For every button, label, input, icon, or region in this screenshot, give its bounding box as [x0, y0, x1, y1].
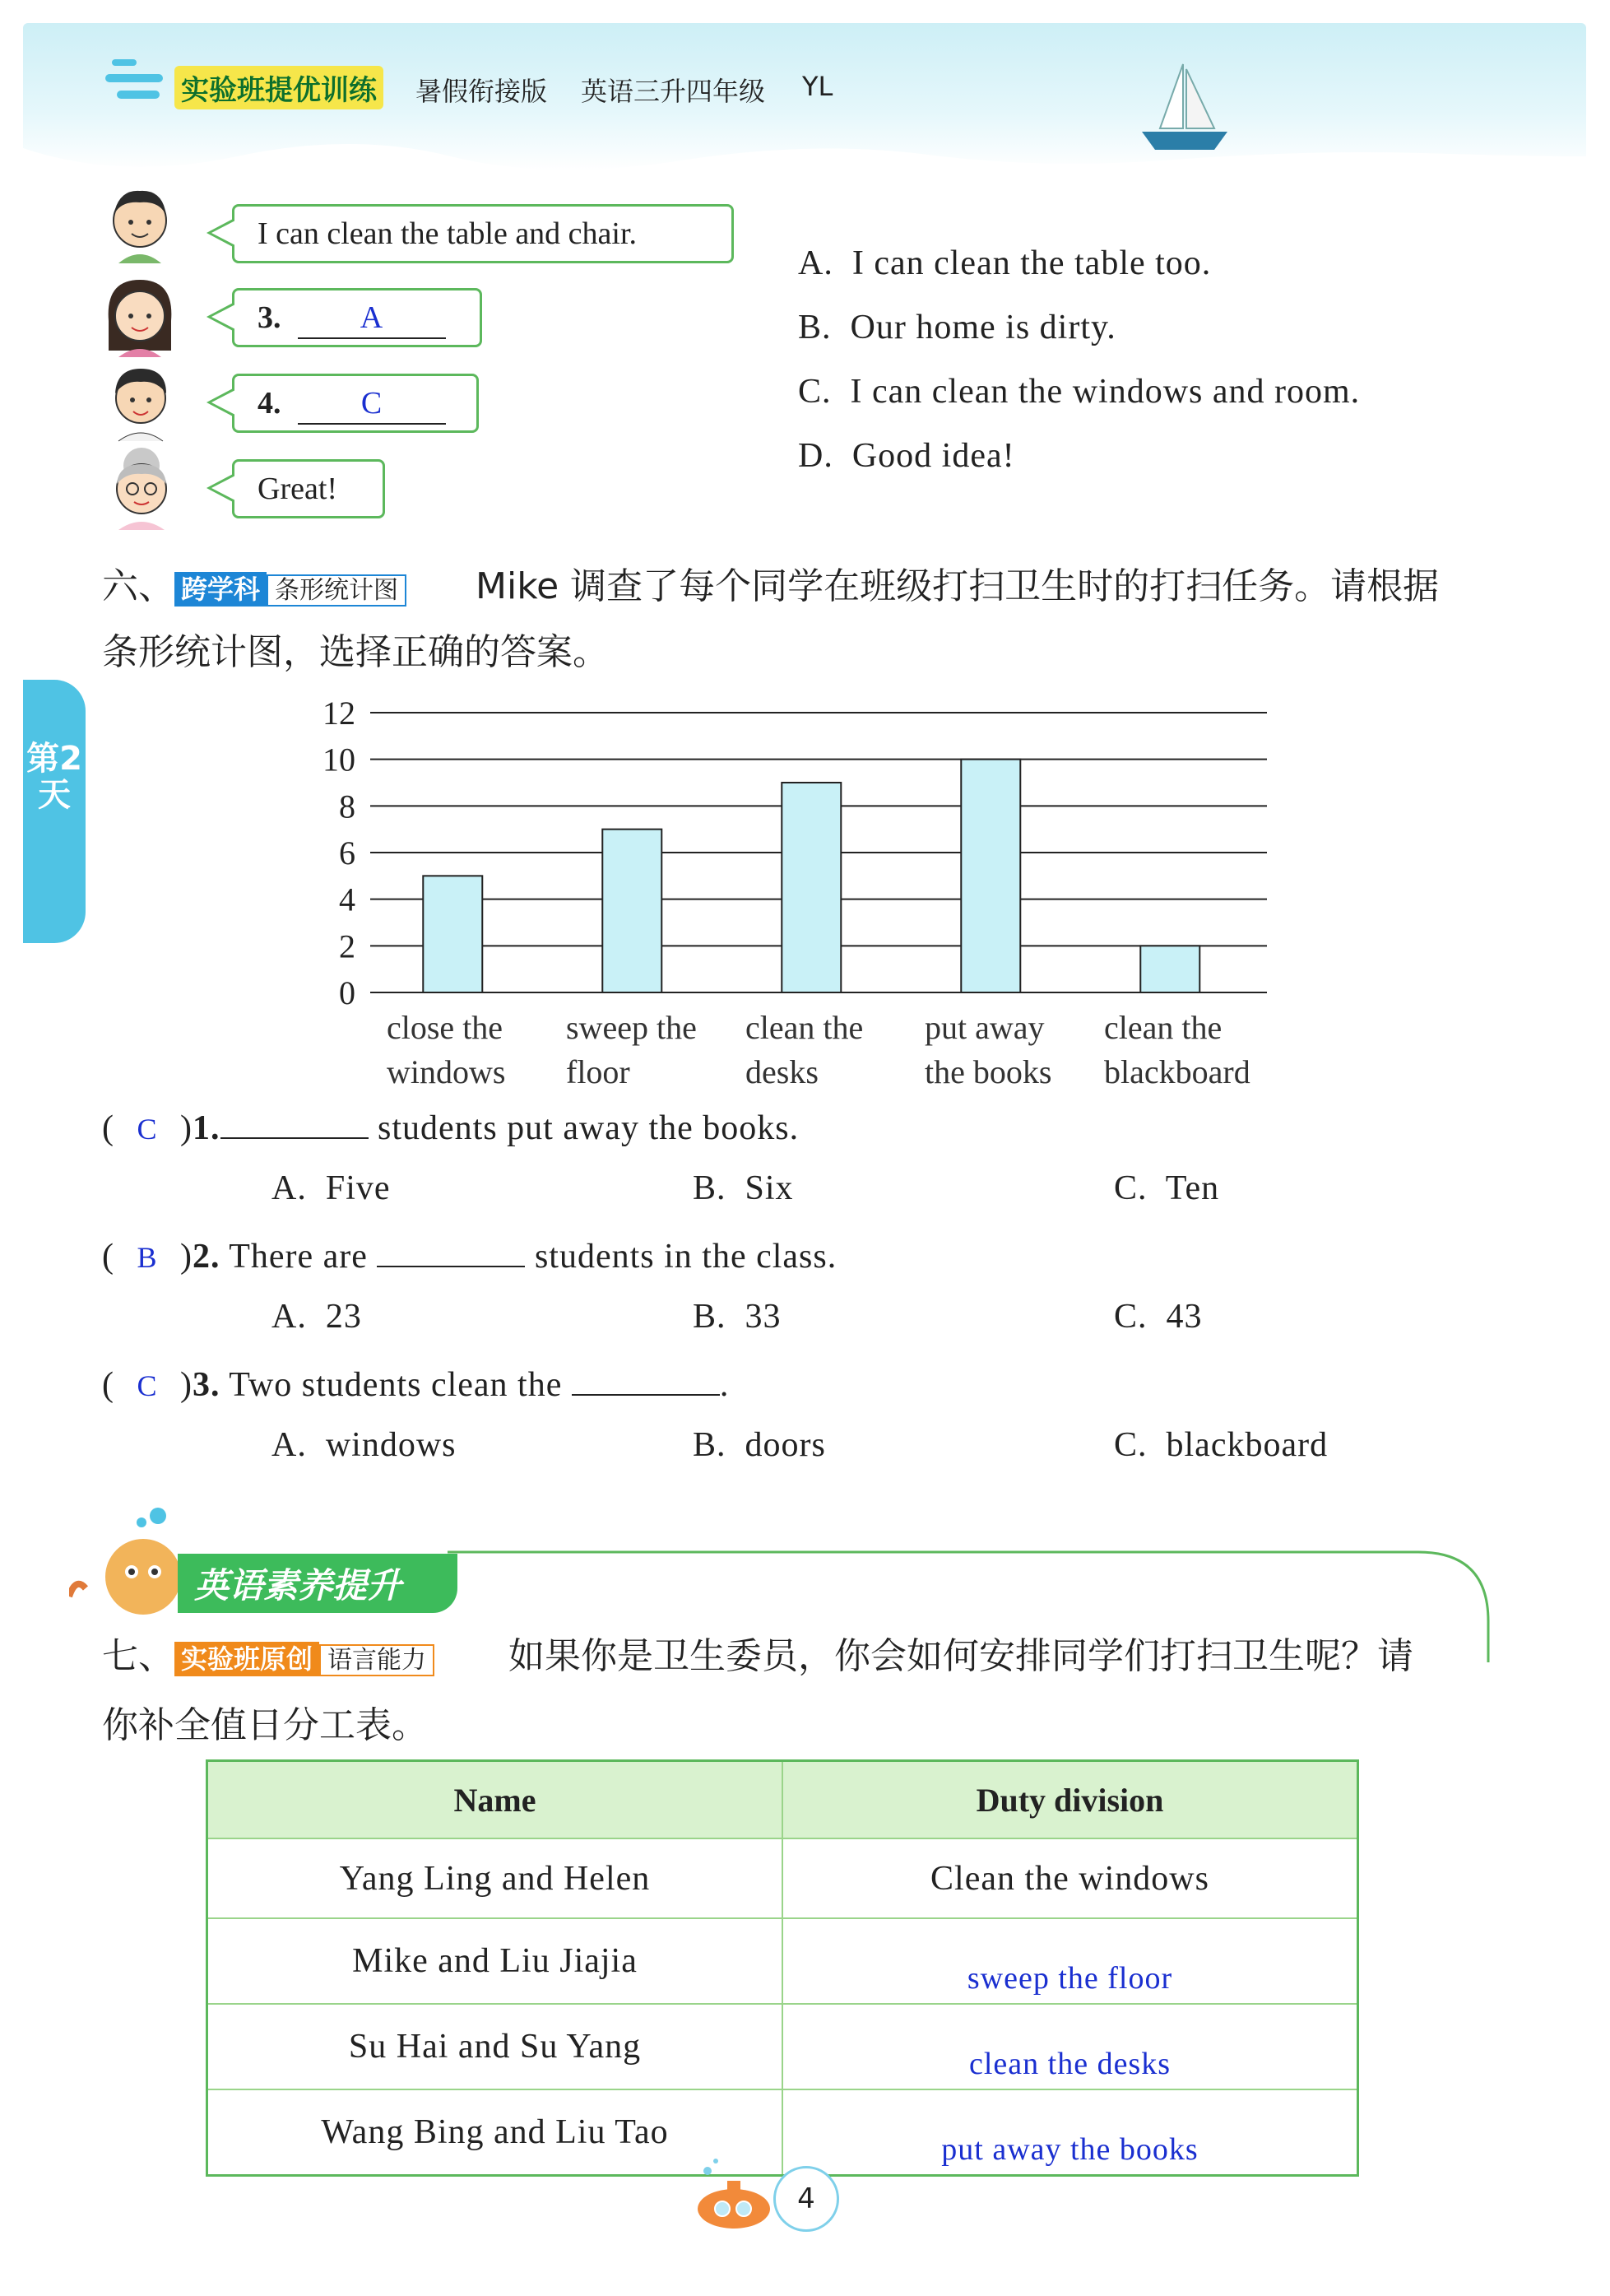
sailboat-icon	[1135, 58, 1234, 156]
answer-paren[interactable]: B	[137, 1241, 158, 1274]
chart-bar	[1140, 946, 1199, 992]
bar-chart	[296, 688, 1316, 1091]
option-a: A. I can clean the table too.	[798, 244, 1212, 282]
question-text: There are	[220, 1238, 378, 1276]
table-row	[207, 1838, 1358, 1918]
section-6-tag-type: 条形统计图	[267, 574, 406, 607]
father-avatar-icon	[102, 183, 178, 265]
answer-blank-4[interactable]: C	[298, 387, 446, 425]
chart-x-tick-label: close the	[387, 1009, 503, 1046]
chart-x-tick-label: windows	[387, 1053, 506, 1090]
option-choice: B. doors	[693, 1426, 826, 1464]
table-cell-duty-answer[interactable]: sweep the floor	[782, 1918, 1358, 2004]
option-choice: C. Ten	[1114, 1169, 1220, 1207]
brand-title: 实验班提优训练	[174, 66, 383, 109]
option-choice: A. Five	[271, 1169, 391, 1207]
dialogue-bubble-3	[232, 288, 482, 347]
chart-y-tick-label: 10	[322, 741, 355, 779]
paren-close: )	[180, 1109, 193, 1147]
chart-bar	[423, 876, 482, 992]
chart-y-tick-label: 12	[322, 695, 355, 732]
section-6-tag-subject: 跨学科	[174, 572, 267, 607]
answer-paren[interactable]: C	[137, 1113, 158, 1146]
section-7-number: 七、	[102, 1635, 174, 1677]
chart-x-tick-label: sweep the	[566, 1009, 697, 1046]
question-stem	[102, 1108, 1501, 1148]
chart-x-tick-label: clean the	[745, 1009, 864, 1046]
question-4-number: 4.	[258, 386, 281, 421]
question-text: .	[719, 1366, 730, 1404]
boy-avatar-icon	[102, 357, 179, 443]
bonus-banner-title: 英语素养提升	[194, 1565, 402, 1606]
chart-x-tick-label: clean the	[1104, 1009, 1223, 1046]
grandmother-avatar-icon	[102, 443, 181, 532]
header-subject: 英语三升四年级	[581, 76, 766, 107]
section-6-instruction-1: Mike 调查了每个同学在班级打扫卫生时的打扫任务。请根据	[476, 565, 1440, 607]
table-header-duty: Duty division	[782, 1761, 1358, 1839]
table-cell-name: Wang Bing and Liu Tao	[207, 2089, 783, 2176]
paren-close: )	[180, 1366, 193, 1404]
page-number: 4	[773, 2166, 839, 2232]
paren-open: (	[102, 1109, 114, 1147]
option-choice: A. 23	[271, 1298, 362, 1336]
dialogue-bubble-5	[232, 459, 385, 518]
table-cell-name: Yang Ling and Helen	[207, 1838, 783, 1918]
question-3-number: 3.	[258, 300, 281, 335]
dialogue-line-1: I can clean the table and chair.	[258, 216, 638, 251]
option-b: B. Our home is dirty.	[798, 309, 1116, 346]
chart-bar	[782, 783, 841, 992]
table-cell-duty-answer[interactable]: put away the books	[782, 2089, 1358, 2176]
table-cell-name: Mike and Liu Jiajia	[207, 1918, 783, 2004]
option-choice: B. Six	[693, 1169, 794, 1207]
option-choice: A. windows	[271, 1426, 457, 1464]
question-text: students in the class.	[525, 1238, 837, 1276]
day-side-tab-label: 第2天	[26, 740, 82, 814]
question-item	[102, 1364, 1501, 1493]
table-row	[207, 2004, 1358, 2089]
section-7-instruction-1: 如果你是卫生委员，你会如何安排同学们打扫卫生呢？请	[508, 1635, 1413, 1677]
section-6-heading	[102, 556, 406, 609]
question-text: students put away the books.	[368, 1109, 800, 1147]
chart-y-tick-label: 6	[339, 834, 355, 871]
section-7-tag-skill: 语言能力	[319, 1644, 434, 1676]
paren-open: (	[102, 1238, 114, 1276]
answer-blank[interactable]	[377, 1236, 525, 1267]
question-number: 3.	[193, 1366, 220, 1404]
question-number: 1.	[193, 1109, 220, 1147]
dialogue-bubble-4	[232, 374, 479, 433]
table-row	[207, 2089, 1358, 2176]
submarine-icon	[691, 2150, 782, 2240]
paren-close: )	[180, 1238, 193, 1276]
option-d: D. Good idea!	[798, 437, 1015, 475]
table-header-name: Name	[207, 1761, 783, 1839]
answer-blank[interactable]	[572, 1364, 720, 1396]
chart-bar	[961, 760, 1020, 992]
chart-x-tick-label: the books	[925, 1053, 1052, 1090]
option-c: C. I can clean the windows and room.	[798, 373, 1361, 411]
question-item	[102, 1108, 1501, 1236]
dialogue-line-5: Great!	[258, 472, 338, 506]
section-6-number: 六、	[102, 565, 174, 607]
question-text: Two students clean the	[220, 1366, 572, 1404]
mother-avatar-icon	[99, 272, 181, 359]
option-choice: C. 43	[1114, 1298, 1203, 1336]
question-stem	[102, 1236, 1501, 1276]
chart-y-tick-label: 0	[339, 974, 355, 1011]
question-number: 2.	[193, 1238, 220, 1276]
option-choice: C. blackboard	[1114, 1426, 1329, 1464]
header-wave-decoration	[23, 123, 1586, 189]
answer-paren[interactable]: C	[137, 1369, 158, 1402]
answer-blank[interactable]	[220, 1108, 369, 1139]
section-7-heading	[102, 1626, 434, 1679]
question-item	[102, 1236, 1501, 1364]
section-7-instruction-2: 你补全值日分工表。	[102, 1704, 428, 1746]
chart-y-tick-label: 4	[339, 881, 355, 918]
chart-x-tick-label: blackboard	[1104, 1053, 1250, 1090]
chart-y-tick-label: 8	[339, 788, 355, 825]
answer-blank-3[interactable]: A	[298, 301, 446, 339]
table-cell-name: Su Hai and Su Yang	[207, 2004, 783, 2089]
duty-table	[206, 1759, 1359, 2177]
question-stem	[102, 1364, 1501, 1405]
paren-open: (	[102, 1366, 114, 1404]
logo-icon	[105, 51, 171, 109]
chart-y-tick-label: 2	[339, 927, 355, 965]
table-row	[207, 1918, 1358, 2004]
section-6-instruction-2: 条形统计图，选择正确的答案。	[102, 631, 609, 673]
chart-x-tick-label: desks	[745, 1053, 819, 1090]
dialogue-bubble-1	[232, 204, 734, 263]
header-edition: 暑假衔接版	[415, 76, 548, 107]
question-list	[102, 1108, 1501, 1493]
chart-bar	[602, 830, 661, 992]
table-cell-duty: Clean the windows	[782, 1838, 1358, 1918]
options-list	[798, 244, 1360, 500]
chart-x-tick-label: floor	[566, 1053, 630, 1090]
header-publisher: YL	[802, 71, 833, 102]
table-cell-duty-answer[interactable]: clean the desks	[782, 2004, 1358, 2089]
option-choice: B. 33	[693, 1298, 782, 1336]
section-7-tag-original: 实验班原创	[174, 1642, 319, 1676]
chart-x-tick-label: put away	[925, 1009, 1045, 1046]
